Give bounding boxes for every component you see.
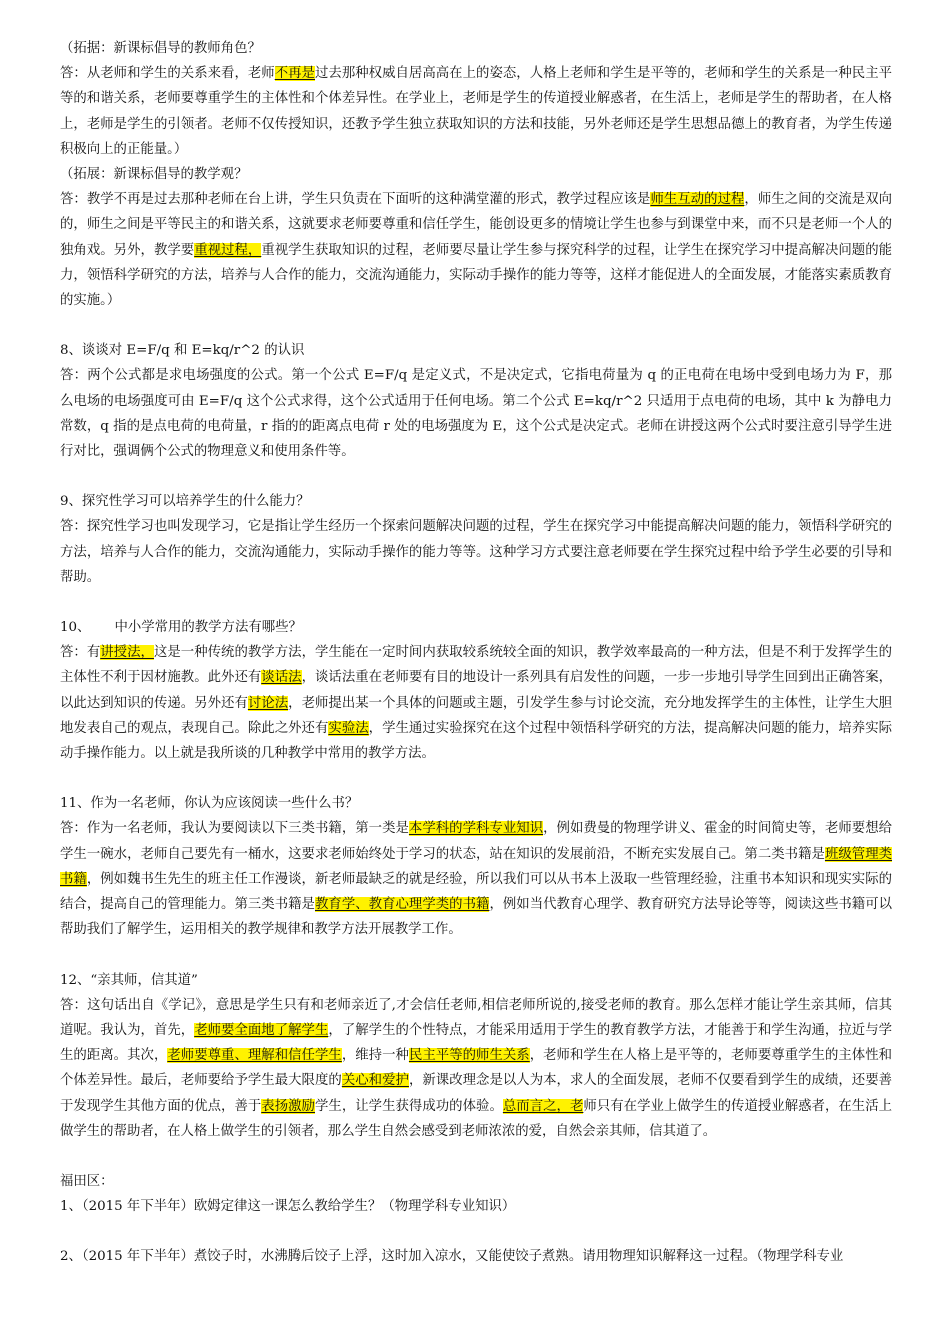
q8-answer: 答：两个公式都是求电场强度的公式。第一个公式 E=F/q 是定义式，不是决定式，它指电荷量为 q 的正电荷在电场中受到电场力为 F，那么电场的电场强度可由 E=F/q 这个公式求得，这个公式适用于任何电场。第二个公式 E=kq/r^2 只适用于点电荷的电场，其中 k 为静电力常数，q 指的是点电荷的电荷量，r 指的的距离点电荷 r 处的电场强度为 E，这个公式是决定式。老师在讲授这两个公式时要注意引导学生进行对比，强调俩个公式的物理意义和使用条件等。	[60, 368, 892, 460]
q10-answer-text: ，谈话法重在老师要有目的地设计一系列具有启发性的问题，一步一步地引导学生回到出正确答案，以此达到知识的传递。另外还有	[60, 670, 893, 711]
q10-answer-text: 这是一种传统的教学方法，学生能在一定时间内获取较系统较全面的知识，教学效率最高的一种方法，但是不利于发挥学生的主体性不利于因材施教。此外还有	[60, 645, 893, 686]
q12-answer-text: ，新课改理念是以人为本，求人的全面发展，老师不仅要看到学生的成绩，还要善于发现学生其他方面的优点，善于	[60, 1073, 893, 1114]
q10-answer-text: 答：有	[60, 645, 101, 661]
spacer	[60, 766, 892, 791]
highlight-mark: 表扬激励	[261, 1098, 315, 1114]
futian-item-2: 2、（2015 年下半年）煮饺子时，水沸腾后饺子上浮，这时加入凉水，又能使饺子煮熟。请用物理知识解释这一过程。（物理学科专业	[60, 1249, 844, 1265]
ext1-answer	[60, 61, 892, 162]
q12-answer-text: ，老师和学生在人格上是平等的，老师要尊重学生的主体性和个体差异性。最后，老师要给予学生最大限度的	[60, 1048, 893, 1089]
q11-answer-text: ，例如费曼的物理学讲义、霍金的时间简史等，老师要想给学生一碗水，老师自己要先有一桶水，这要求老师始终处于学习的状态，站在知识的发展前沿，不断充实发展自己。第二类书籍是	[60, 821, 893, 862]
spacer	[60, 313, 892, 338]
highlight-mark: 本学科的学科专业知识	[408, 821, 544, 837]
futian-item-1: 1、（2015 年下半年）欧姆定律这一课怎么教给学生？（物理学科专业知识）	[60, 1199, 516, 1215]
highlight-mark: 讲授法，	[100, 645, 154, 661]
highlight-mark: 讨论法	[247, 695, 289, 711]
q11-answer-text: ，例如当代教育心理学、教育研究方法导论等等，阅读这些书籍可以帮助我们了解学生，运用相关的教学规律和教学方法开展教学工作。	[60, 897, 893, 938]
q10-answer-text: ，学生通过实验探究在这个过程中领悟科学研究的方法，提高解决问题的能力，培养实际动手操作能力。以上就是我所谈的几种教学中常用的教学方法。	[60, 720, 893, 762]
q11-title: 11、作为一名老师，你认为应该阅读一些什么书？	[60, 796, 359, 812]
ext2-answer-text: 重视学生获取知识的过程，老师要尽量让学生参与探究科学的过程，让学生在探究学习中提高解决问题的能力，领悟科学研究的方法，培养与人合作的能力，交流沟通能力，实际动手操作的能力等等，这样才能促进人的全面发展，才能落实素质教育的实施。）	[60, 242, 893, 309]
spacer	[60, 1219, 892, 1244]
futian-heading: 福田区：	[60, 1173, 114, 1189]
highlight-mark: 关心和爱护	[341, 1073, 409, 1089]
document-page	[60, 36, 892, 1270]
highlight-mark: 教育学、教育心理学类的书籍	[314, 897, 490, 913]
highlight-mark: 不再是	[274, 66, 315, 82]
ext1-title: （拓据：新课标倡导的教师角色？	[60, 41, 261, 56]
spacer	[60, 590, 892, 615]
spacer	[60, 464, 892, 489]
q9-answer: 答：探究性学习也叫发现学习，它是指让学生经历一个探索问题解决问题的过程，学生在探究学习中能提高解决问题的能力，领悟科学研究的方法，培养与人合作的能力，交流沟通能力，实际动手操作的能力等等。这种学习方式要注意老师要在学生探究过程中给予学生必要的引导和帮助。	[60, 519, 892, 585]
q11-answer-text: 答：作为一名老师，我认为要阅读以下三类书籍，第一类是	[60, 821, 409, 837]
ext2-answer-text: ，师生之间的交流是双向的，师生之间是平等民主的和谐关系，这就要求老师要尊重和信任学生，能创设更多的情境让学生也参与到课堂中来，而不只是老师一个人的独角戏。另外，教学要	[60, 192, 893, 258]
ext2-answer-text: 答：教学不再是过去那种老师在台上讲，学生只负责在下面听的这种满堂灌的形式，教学过程应该是	[60, 192, 651, 208]
q12-answer-text: ，了解学生的个性特点，才能采用适用于学生的教育教学方法，才能善于和学生沟通，拉近与学生的距离。其次，	[60, 1022, 893, 1064]
ext2-answer	[60, 187, 892, 313]
q12-title: 12、“亲其师，信其道”	[60, 972, 198, 988]
highlight-mark: 老师要全面地了解学生	[194, 1022, 329, 1038]
highlight-mark: 班级管理类书籍	[60, 846, 893, 887]
highlight-mark: 师生互动的过程	[650, 192, 745, 208]
question-text: 中小学常用的教学方法有哪些？	[114, 620, 302, 636]
q10-title	[60, 615, 892, 640]
q12-answer-text: 师只有在学业上做学生的传道授业解惑者，在生活上做学生的帮助者，在人格上做学生的引领者，那么学生自然会感受到老师浓浓的爱，自然会亲其师，信其道了。	[60, 1098, 893, 1139]
ext1-answer-text: 过去那种权威自居高高在上的姿态，人格上老师和学生是平等的，老师和学生的关系是一种民主平等的和谐关系，老师要尊重学生的主体性和个体差异性。在学业上，老师是学生的传道授业解惑者，在生活上，老师是学生的帮助者，在人格上，老师是学生的引领者。老师不仅传授知识，还教予学生独立获取知识的方法和技能，另外老师还是学生思想品德上的教育者，为学生传递积极向上的正能量。）	[60, 66, 893, 157]
q10-answer-text: ，老师提出某一个具体的问题或主题，引发学生参与讨论交流，充分地发挥学生的主体性，让学生大胆地发表自己的观点，表现自己。除此之外还有	[60, 695, 893, 736]
q11-answer	[60, 816, 892, 942]
highlight-mark: 民主平等的师生关系	[408, 1048, 530, 1064]
q12-answer	[60, 993, 892, 1144]
highlight-mark: 总而言之，老	[502, 1098, 584, 1114]
ext1-answer-text: 答：从老师和学生的关系来看，老师	[60, 66, 275, 82]
q11-answer-text: ，例如魏书生先生的班主任工作漫谈，新老师最缺乏的就是经验，所以我们可以从书本上汲取一些管理经验，注重书本知识和现实实际的结合，提高自己的管理能力。第三类书籍是	[60, 871, 892, 913]
spacer	[60, 1144, 892, 1169]
highlight-mark: 谈话法	[261, 670, 302, 686]
q12-answer-text: 学生，让学生获得成功的体验。	[314, 1098, 503, 1114]
q12-answer-text: 答：这句话出自《学记》，意思是学生只有和老师亲近了,才会信任老师,相信老师所说的,接受老师的教育。那么怎样才能让学生亲其师，信其道呢。我认为，首先，	[60, 997, 892, 1038]
highlight-mark: 重视过程，	[194, 242, 262, 258]
q10-answer	[60, 640, 892, 766]
question-number: 10、	[60, 620, 91, 636]
highlight-mark: 实验法	[328, 720, 369, 736]
highlight-mark: 老师要尊重、理解和信任学生	[167, 1048, 342, 1064]
spacer	[60, 943, 892, 968]
q12-answer-text: ，维持一种	[341, 1048, 409, 1064]
q8-title: 8、谈谈对 E=F/q 和 E=kq/r^2 的认识	[60, 343, 305, 359]
q9-title: 9、探究性学习可以培养学生的什么能力？	[60, 494, 310, 510]
ext2-title: （拓展：新课标倡导的教学观？	[60, 167, 248, 183]
